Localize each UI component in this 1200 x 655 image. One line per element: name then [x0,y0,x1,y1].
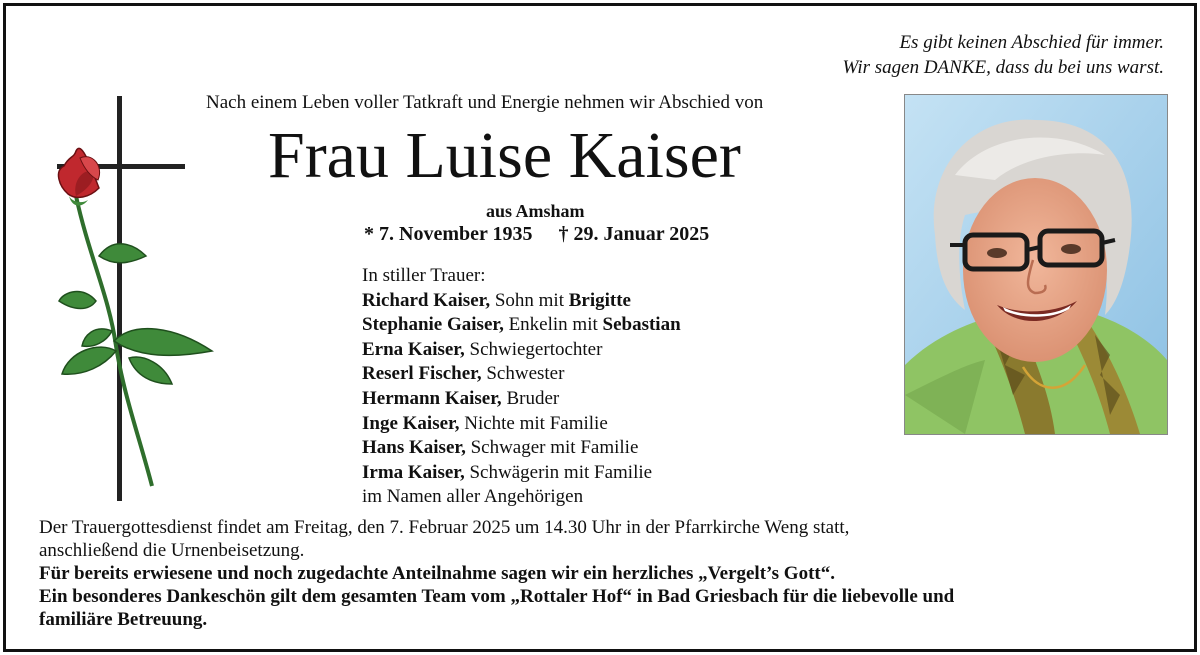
mourner-name: Irma Kaiser, [362,461,465,483]
mourner-name: Hans Kaiser, [362,437,466,459]
service-line-2: anschließend die Urnenbeisetzung. [39,540,305,561]
mourner-name: Inge Kaiser, [362,412,460,434]
mourner-name: Stephanie Gaiser, [362,314,504,336]
service-information [39,516,1169,631]
portrait-photo [904,94,1168,435]
list-item [362,412,681,437]
mourner-relation: Schwester [481,363,565,385]
list-item [362,461,681,486]
obituary-frame [3,3,1197,652]
list-item [362,387,681,412]
cross-with-rose-icon [54,96,224,511]
mourners-list [362,264,681,510]
service-line-1: Der Trauergottesdienst findet am Freitag, den 7. Februar 2025 um 14.30 Uhr in der Pfarrkirche Weng statt, [39,517,850,538]
list-item [362,313,681,338]
list-item [362,338,681,363]
thanks-line-1: Für bereits erwiesene und noch zugedachte Anteilnahme sagen wir ein herzliches „Vergelt’s Gott“. [39,563,835,584]
mourner-name: Reserl Fischer, [362,363,482,385]
mourning-heading: In stiller Trauer: [362,265,486,286]
motto-line-2: Wir sagen DANKE, dass du bei uns warst. [842,57,1164,78]
motto-line-1: Es gibt keinen Abschied für immer. [899,32,1164,53]
mourner-partner: Sebastian [602,314,681,336]
mourner-relation: Nichte mit Familie [459,412,608,434]
mourning-closing: im Namen aller Angehörigen [362,486,584,508]
mourner-relation: Bruder [501,387,560,409]
birth-date: * 7. November 1935 [364,223,533,245]
thanks-line-3: familiäre Betreuung. [39,609,208,630]
mourner-relation: Schwager mit Familie [465,437,639,459]
mourner-relation: Schwiegertochter [464,338,603,360]
mourner-name: Erna Kaiser, [362,338,465,360]
deceased-name: Frau Luise Kaiser [268,119,741,192]
life-dates [364,223,709,246]
mourner-partner: Brigitte [568,289,631,311]
mourner-relation: Schwägerin mit Familie [464,461,653,483]
intro-text: Nach einem Leben voller Tatkraft und Energie nehmen wir Abschied von [206,92,764,113]
mourner-name: Hermann Kaiser, [362,387,502,409]
list-item [362,362,681,387]
mourner-relation: Enkelin mit [503,314,603,336]
deceased-origin: aus Amsham [486,201,585,221]
mourner-name: Richard Kaiser, [362,289,491,311]
thanks-line-2: Ein besonderes Dankeschön gilt dem gesamten Team vom „Rottaler Hof“ in Bad Griesbach für die liebevolle und [39,586,955,607]
list-item [362,289,681,314]
mourner-relation: Sohn mit [490,289,569,311]
motto [843,30,1164,80]
list-item [362,436,681,461]
death-date: † 29. Januar 2025 [558,223,710,245]
